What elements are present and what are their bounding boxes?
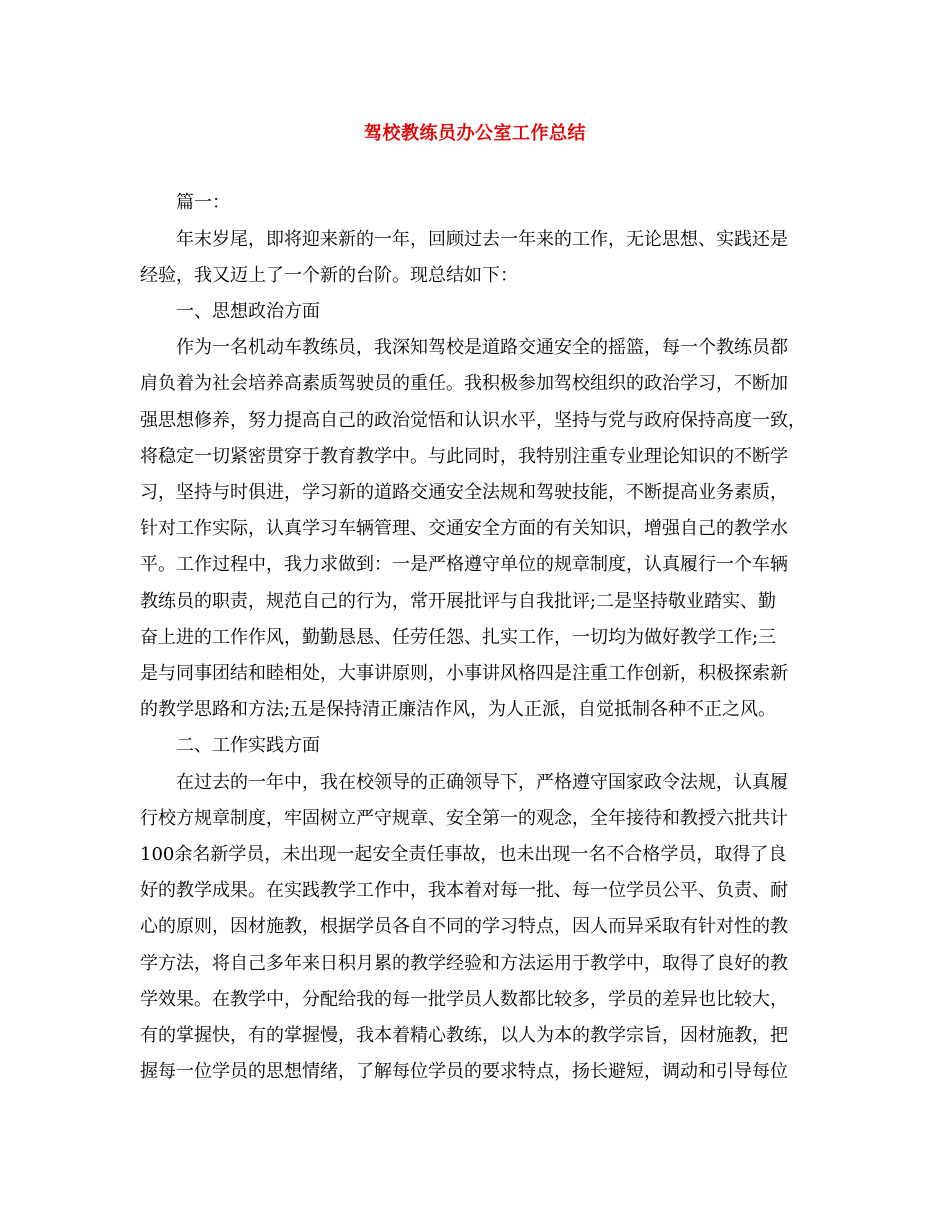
paragraph-line: 心的原则，因材施教，根据学员各自不同的学习特点，因人而异采取有针对性的教 — [140, 916, 788, 937]
document-title: 驾校教练员办公室工作总结 — [364, 123, 586, 144]
paragraph-line: 习，坚持与时俱进，学习新的道路交通安全法规和驾驶技能，不断提高业务素质， — [140, 482, 788, 503]
paragraph-line: 的教学思路和方法;五是保持清正廉洁作风，为人正派，自觉抵制各种不正之风。 — [140, 699, 777, 720]
paragraph-line: 好的教学成果。在实践教学工作中，我本着对每一批、每一位学员公平、负责、耐 — [140, 880, 788, 901]
paragraph-line: 肩负着为社会培养高素质驾驶员的重任。我积极参加驾校组织的政治学习，不断加 — [140, 373, 788, 394]
paragraph-line: 年末岁尾，即将迎来新的一年，回顾过去一年来的工作，无论思想、实践还是 — [176, 229, 788, 250]
paragraph-line: 在过去的一年中，我在校领导的正确领导下，严格遵守国家政令法规，认真履 — [176, 772, 788, 793]
paragraph-line: 针对工作实际，认真学习车辆管理、交通安全方面的有关知识，增强自己的教学水 — [140, 518, 788, 539]
paragraph-line: 强思想修养，努力提高自己的政治觉悟和认识水平，坚持与党与政府保持高度一致， — [140, 410, 806, 431]
paragraph-line: 学方法，将自己多年来日积月累的教学经验和方法运用于教学中，取得了良好的教 — [140, 953, 788, 974]
paragraph-line: 握每一位学员的思想情绪，了解每位学员的要求特点，扬长避短，调动和引导每位 — [140, 1061, 788, 1082]
paragraph-line: 平。工作过程中，我力求做到：一是严格遵守单位的规章制度，认真履行一个车辆 — [140, 554, 788, 575]
paragraph-line: 经验，我又迈上了一个新的台阶。现总结如下： — [140, 265, 518, 286]
paragraph-line: 学效果。在教学中，分配给我的每一批学员人数都比较多，学员的差异也比较大， — [140, 989, 788, 1010]
paragraph-line: 行校方规章制度，牢固树立严守规章、安全第一的观念，全年接待和教授六批共计 — [140, 808, 788, 829]
paragraph-line: 将稳定一切紧密贯穿于教育教学中。与此同时，我特别注重专业理论知识的不断学 — [140, 446, 788, 467]
paragraph-line: 作为一名机动车教练员，我深知驾校是道路交通安全的摇篮，每一个教练员都 — [176, 337, 788, 358]
paragraph-line: 教练员的职责，规范自己的行为，常开展批评与自我批评;二是坚持敬业踏实、勤 — [140, 591, 777, 612]
paragraph-line: 是与同事团结和睦相处，大事讲原则，小事讲风格四是注重工作创新，积极探索新 — [140, 663, 788, 684]
paragraph-line: 二、工作实践方面 — [176, 735, 320, 756]
paragraph-line: 一、思想政治方面 — [176, 301, 320, 322]
paragraph-line: 100余名新学员，未出现一起安全责任事故，也未出现一名不合格学员，取得了良 — [140, 844, 787, 865]
paragraph-line: 篇一： — [176, 192, 230, 213]
paragraph-line: 奋上进的工作作风，勤勤恳恳、任劳任怨、扎实工作，一切均为做好教学工作;三 — [140, 627, 777, 648]
paragraph-line: 有的掌握快，有的掌握慢，我本着精心教练，以人为本的教学宗旨，因材施教，把 — [140, 1025, 788, 1046]
